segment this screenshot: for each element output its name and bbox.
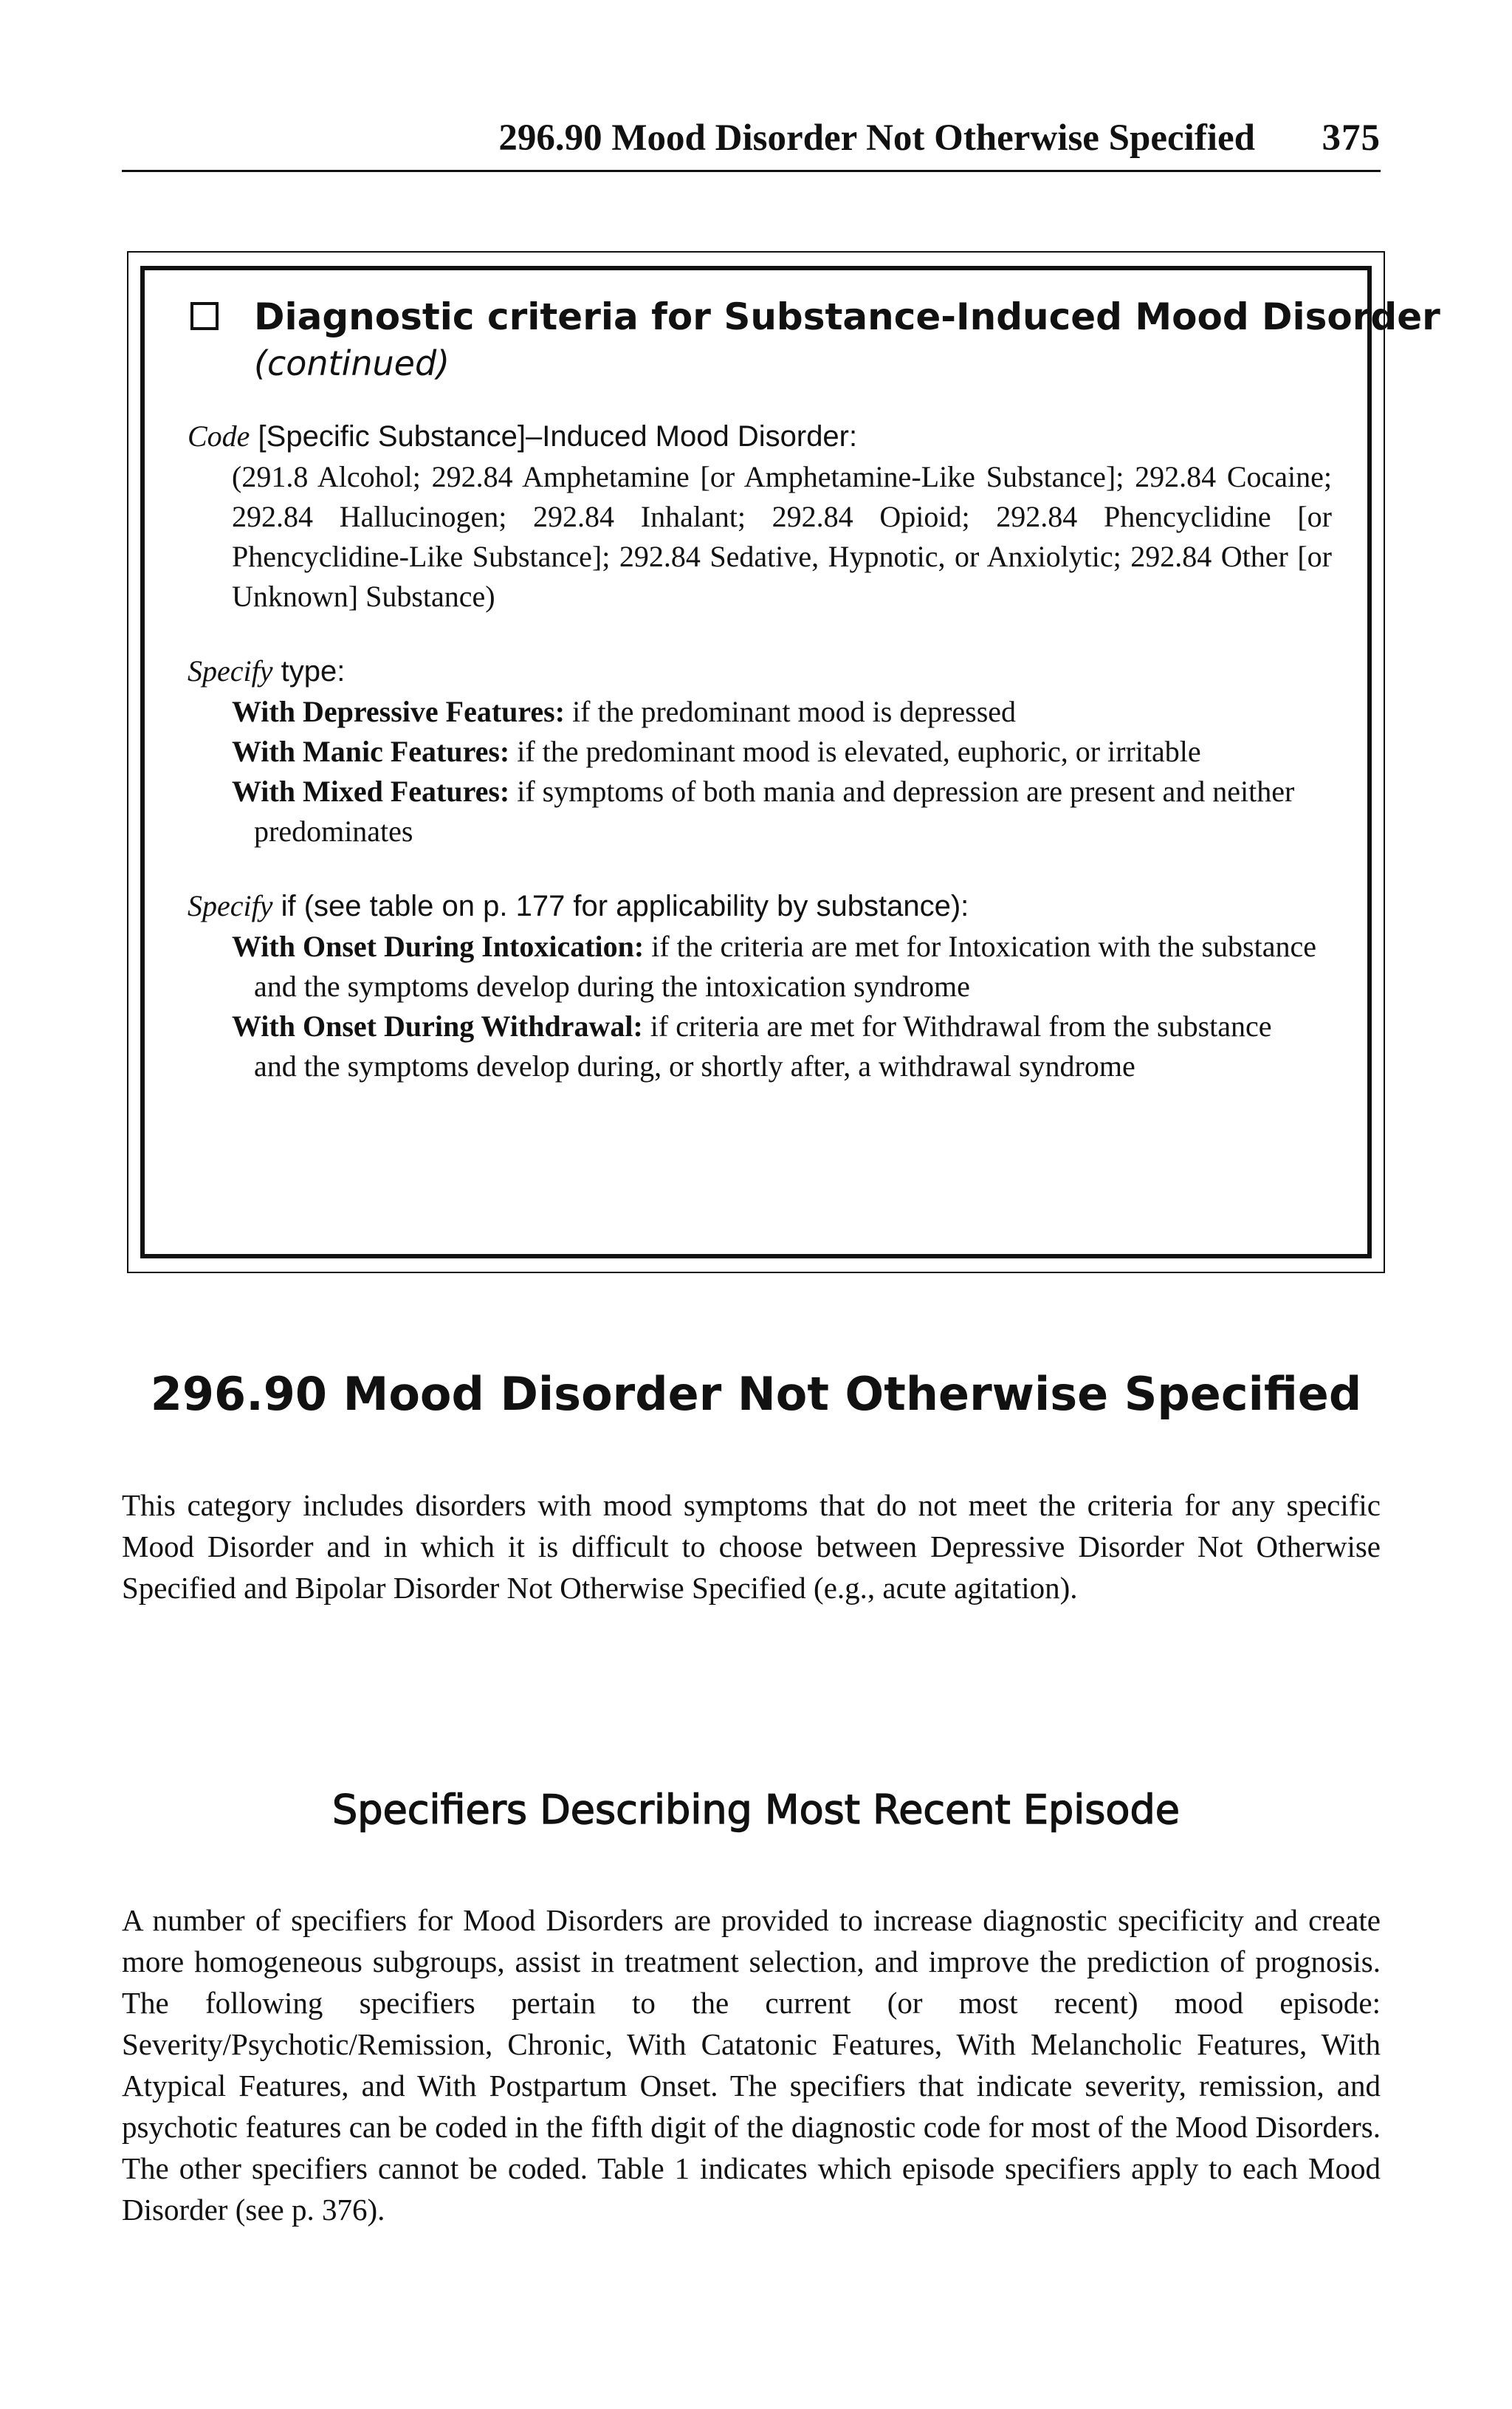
type-item-term: With Mixed Features: xyxy=(232,775,510,808)
type-item-manic xyxy=(232,732,1317,772)
running-header xyxy=(122,111,1381,172)
section-paragraph-specifiers: A number of specifiers for Mood Disorders are provided to increase diagnostic specificity and create more homogeneous subgroups, assist in treatment selection, and improve the prediction of prognosis. The following specifiers pertain to the current (or most recent) mood episode: Severity/Psychotic/Remission, Chronic, With Catatonic Features, With Melancholic Features, With Atypical Features, and With Postpartum Onset. The specifiers that indicate severity, remission, and psychotic features can be coded in the fifth digit of the diagnostic code for most of the Mood Disorders. The other specifiers cannot be coded. Table 1 indicates which episode specifiers apply to each Mood Disorder (see p. 376). xyxy=(122,1903,1381,2227)
onset-item-term: With Onset During Withdrawal: xyxy=(232,1010,643,1043)
code-list: (291.8 Alcohol; 292.84 Amphetamine [or Amphetamine-Like Substance]; 292.84 Cocaine; 292.84 Hallucinogen; 292.84 Inhalant; 292.84 Opioid; 292.84 Phencyclidine [or Phencyclidine-Like Substance]; 292.84 Sedative, Hypnotic, or Anxiolytic; 292.84 Other [or Unknown] Substance) xyxy=(232,460,1332,613)
onset-item-text: if criteria are met for Withdrawal from the substance and the symptoms develop during, or shortly after, a withdrawal syndrome xyxy=(254,1010,1272,1083)
type-item-mixed xyxy=(232,772,1317,851)
checkbox-icon xyxy=(190,302,219,330)
criteria-heading-text: Diagnostic criteria for Substance-Induced Mood Disorder xyxy=(254,295,1440,338)
criteria-heading xyxy=(188,293,1440,340)
specify-type-italic: Specify xyxy=(188,654,273,688)
onset-item-intoxication xyxy=(232,927,1317,1007)
type-item-text: if the predominant mood is elevated, euphoric, or irritable xyxy=(509,735,1201,768)
criteria-continued: (continued) xyxy=(254,343,450,383)
type-item-term: With Manic Features: xyxy=(232,735,510,768)
onset-item-term: With Onset During Intoxication: xyxy=(232,930,645,963)
type-item-text: if symptoms of both mania and depression are present and neither predominates xyxy=(254,775,1295,848)
code-label-rest: [Specific Substance]–Induced Mood Disorder: xyxy=(250,420,858,453)
specify-if-rest: if (see table on p. 177 for applicability by substance): xyxy=(272,890,969,922)
specify-if-italic: Specify xyxy=(188,889,273,922)
criteria-content xyxy=(188,293,1440,1086)
onset-item-text: if the criteria are met for Intoxication with the substance and the symptoms develop during the intoxication syndrome xyxy=(254,930,1316,1003)
code-label xyxy=(188,416,1324,457)
type-item-depressive xyxy=(232,692,1317,732)
specify-type-rest: type: xyxy=(272,655,346,688)
criteria-box xyxy=(127,251,1440,1273)
type-item-term: With Depressive Features: xyxy=(232,695,566,728)
code-label-italic: Code xyxy=(188,419,250,453)
section-heading-specifiers: Specifiers Describing Most Recent Episode xyxy=(332,1786,1180,1833)
specify-type-label xyxy=(188,651,1324,692)
running-header-title: 296.90 Mood Disorder Not Otherwise Specified xyxy=(498,117,1255,159)
type-item-text: if the predominant mood is depressed xyxy=(565,695,1017,728)
onset-item-withdrawal xyxy=(232,1007,1317,1086)
section-heading-mood-disorder-nos: 296.90 Mood Disorder Not Otherwise Specified xyxy=(150,1367,1362,1421)
page-number: 375 xyxy=(1322,117,1381,159)
specify-if-label xyxy=(188,885,1324,927)
section-paragraph-mood-disorder-nos: This category includes disorders with mood symptoms that do not meet the criteria for any specific Mood Disorder and in which it is difficult to choose between Depressive Disorder Not Otherwise Specified and Bipolar Disorder Not Otherwise Specified (e.g., acute agitation). xyxy=(122,1488,1381,1605)
